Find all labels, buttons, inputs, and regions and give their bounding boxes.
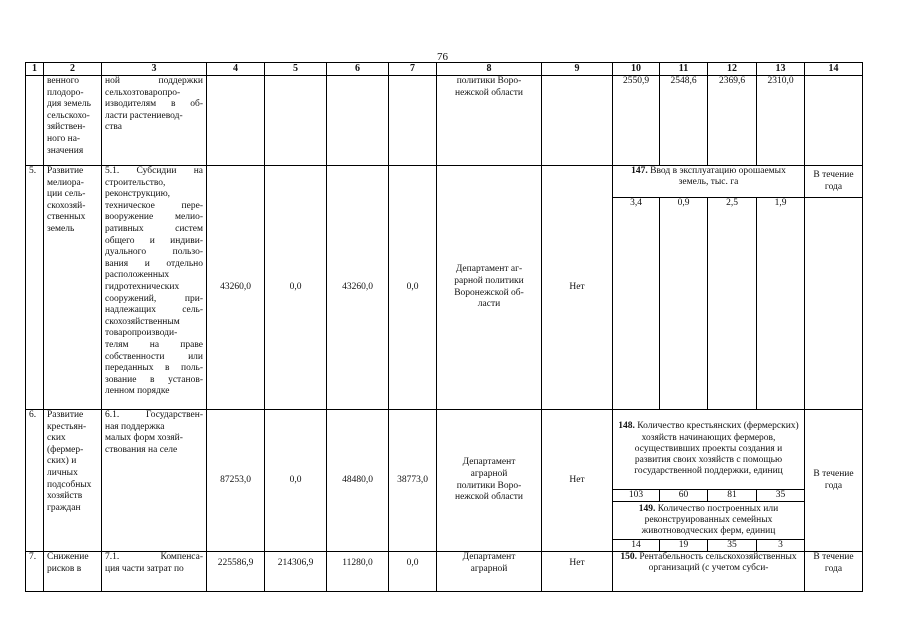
cell-value: 3 [757, 540, 805, 552]
col-header: 14 [805, 63, 863, 76]
cell-value: 19 [660, 540, 708, 552]
col-header: 7 [389, 63, 437, 76]
header-row [26, 63, 863, 76]
cell-regional: 43260,0 [327, 166, 389, 410]
indicator-text: Количество крестьянских (фермерских) хозяйств начинающих фермеров, осуществивших проекты создания и развития своих хозяйств с помощью государственной поддержки, единиц [634, 421, 799, 477]
cell-total: 225586,9 [207, 552, 265, 592]
cell-value: 60 [660, 490, 708, 502]
page-number: 76 [437, 51, 448, 63]
col-header: 6 [327, 63, 389, 76]
indicator-text: Ввод в эксплуатацию орошаемых земель, тыс. га [650, 166, 786, 188]
col-header: 2 [44, 63, 102, 76]
cell-value: 1,9 [757, 198, 805, 410]
cell-task: венного плодоро- дия земель сельскохо- зяйствен- ного на- значения [44, 76, 102, 166]
indicator-text: Рентабельность сельскохозяйственных организаций (с учетом субси- [639, 552, 797, 574]
cell-value: 2,5 [708, 198, 757, 410]
cell-total: 43260,0 [207, 166, 265, 410]
cell-regional: 11280,0 [327, 552, 389, 592]
table-row [26, 410, 863, 490]
col-header: 10 [613, 63, 660, 76]
col-header: 1 [26, 63, 44, 76]
cell-value: 2310,0 [757, 76, 805, 166]
cell-value: 103 [613, 490, 660, 502]
indicator-number: 150. [620, 552, 637, 562]
cell-federal: 0,0 [265, 166, 327, 410]
cell-value: 35 [708, 540, 757, 552]
cell-deadline: В течение года [805, 552, 863, 592]
indicator-number: 148. [618, 421, 635, 432]
col-header: 12 [708, 63, 757, 76]
cell-cofinancing: Нет [542, 410, 613, 552]
table-row [26, 552, 863, 592]
col-header: 8 [437, 63, 542, 76]
table-row [26, 166, 863, 198]
col-header: 9 [542, 63, 613, 76]
indicator-number: 149. [638, 503, 656, 514]
cell-measure: 5.1. Субсидии на строительство, реконструкцию, техническое пере- вооружение мелио- ративных систем общего и индиви- дуального пользо- вания и отдельно расположенных гидротехнических сооружений, при- надлежащих сель- скохозяйственным товаропроизводи- телям на праве собственности или переданных в поль- зование в установ- ленном порядке [102, 166, 207, 410]
cell-task: Развитие крестьян- ских (фермер- ских) и личных подсобных хозяйств граждан [44, 410, 102, 552]
cell-measure: 7.1. Компенса- ция части затрат по [102, 552, 207, 592]
cell-value: 81 [708, 490, 757, 502]
cell-value: 35 [757, 490, 805, 502]
indicator-text: Количество построенных или реконструированных семейных животноводческих ферм, единиц [641, 503, 779, 537]
cell-executor: политики Воро- нежской области [437, 76, 542, 166]
indicator-147 [613, 166, 805, 198]
col-header: 13 [757, 63, 805, 76]
col-header: 5 [265, 63, 327, 76]
cell-task: Снижение рисков в [44, 552, 102, 592]
cell-value: 2550,9 [613, 76, 660, 166]
row-number: 7. [26, 552, 44, 592]
cell-executor: Департамент аграрной [437, 552, 542, 592]
cell-value: 0,9 [660, 198, 708, 410]
cell-other: 0,0 [389, 552, 437, 592]
row-number: 6. [26, 410, 44, 552]
cell-federal: 214306,9 [265, 552, 327, 592]
col-header: 4 [207, 63, 265, 76]
cell-value: 2369,6 [708, 76, 757, 166]
row-number: 5. [26, 166, 44, 410]
indicator-149 [613, 502, 805, 540]
cell-measure: 6.1. Государствен- ная поддержка малых форм хозяй- ствования на селе [102, 410, 207, 552]
cell-cofinancing: Нет [542, 552, 613, 592]
cell-measure: ной поддержки сельхозтоваропро- изводителям в об- ласти растениевод- ства [102, 76, 207, 166]
program-table [25, 62, 863, 592]
table-row [26, 76, 863, 166]
indicator-150 [613, 552, 805, 592]
cell-other: 38773,0 [389, 410, 437, 552]
cell-task: Развитие мелиора- ции сель- скохозяй- ственных земель [44, 166, 102, 410]
cell-cofinancing: Нет [542, 166, 613, 410]
cell-deadline: В течение года [805, 166, 863, 198]
cell-deadline: В течение года [805, 410, 863, 552]
indicator-148 [613, 410, 805, 490]
cell-value: 14 [613, 540, 660, 552]
cell-executor: Департамент аграрной политики Воро- нежской области [437, 410, 542, 552]
cell-regional: 48480,0 [327, 410, 389, 552]
indicator-number: 147. [631, 166, 648, 176]
cell-executor: Департамент аг- рарной политики Воронежской об- ласти [437, 166, 542, 410]
cell-federal: 0,0 [265, 410, 327, 552]
cell-total: 87253,0 [207, 410, 265, 552]
cell-value: 3,4 [613, 198, 660, 410]
cell-other: 0,0 [389, 166, 437, 410]
cell-value: 2548,6 [660, 76, 708, 166]
col-header: 3 [102, 63, 207, 76]
col-header: 11 [660, 63, 708, 76]
